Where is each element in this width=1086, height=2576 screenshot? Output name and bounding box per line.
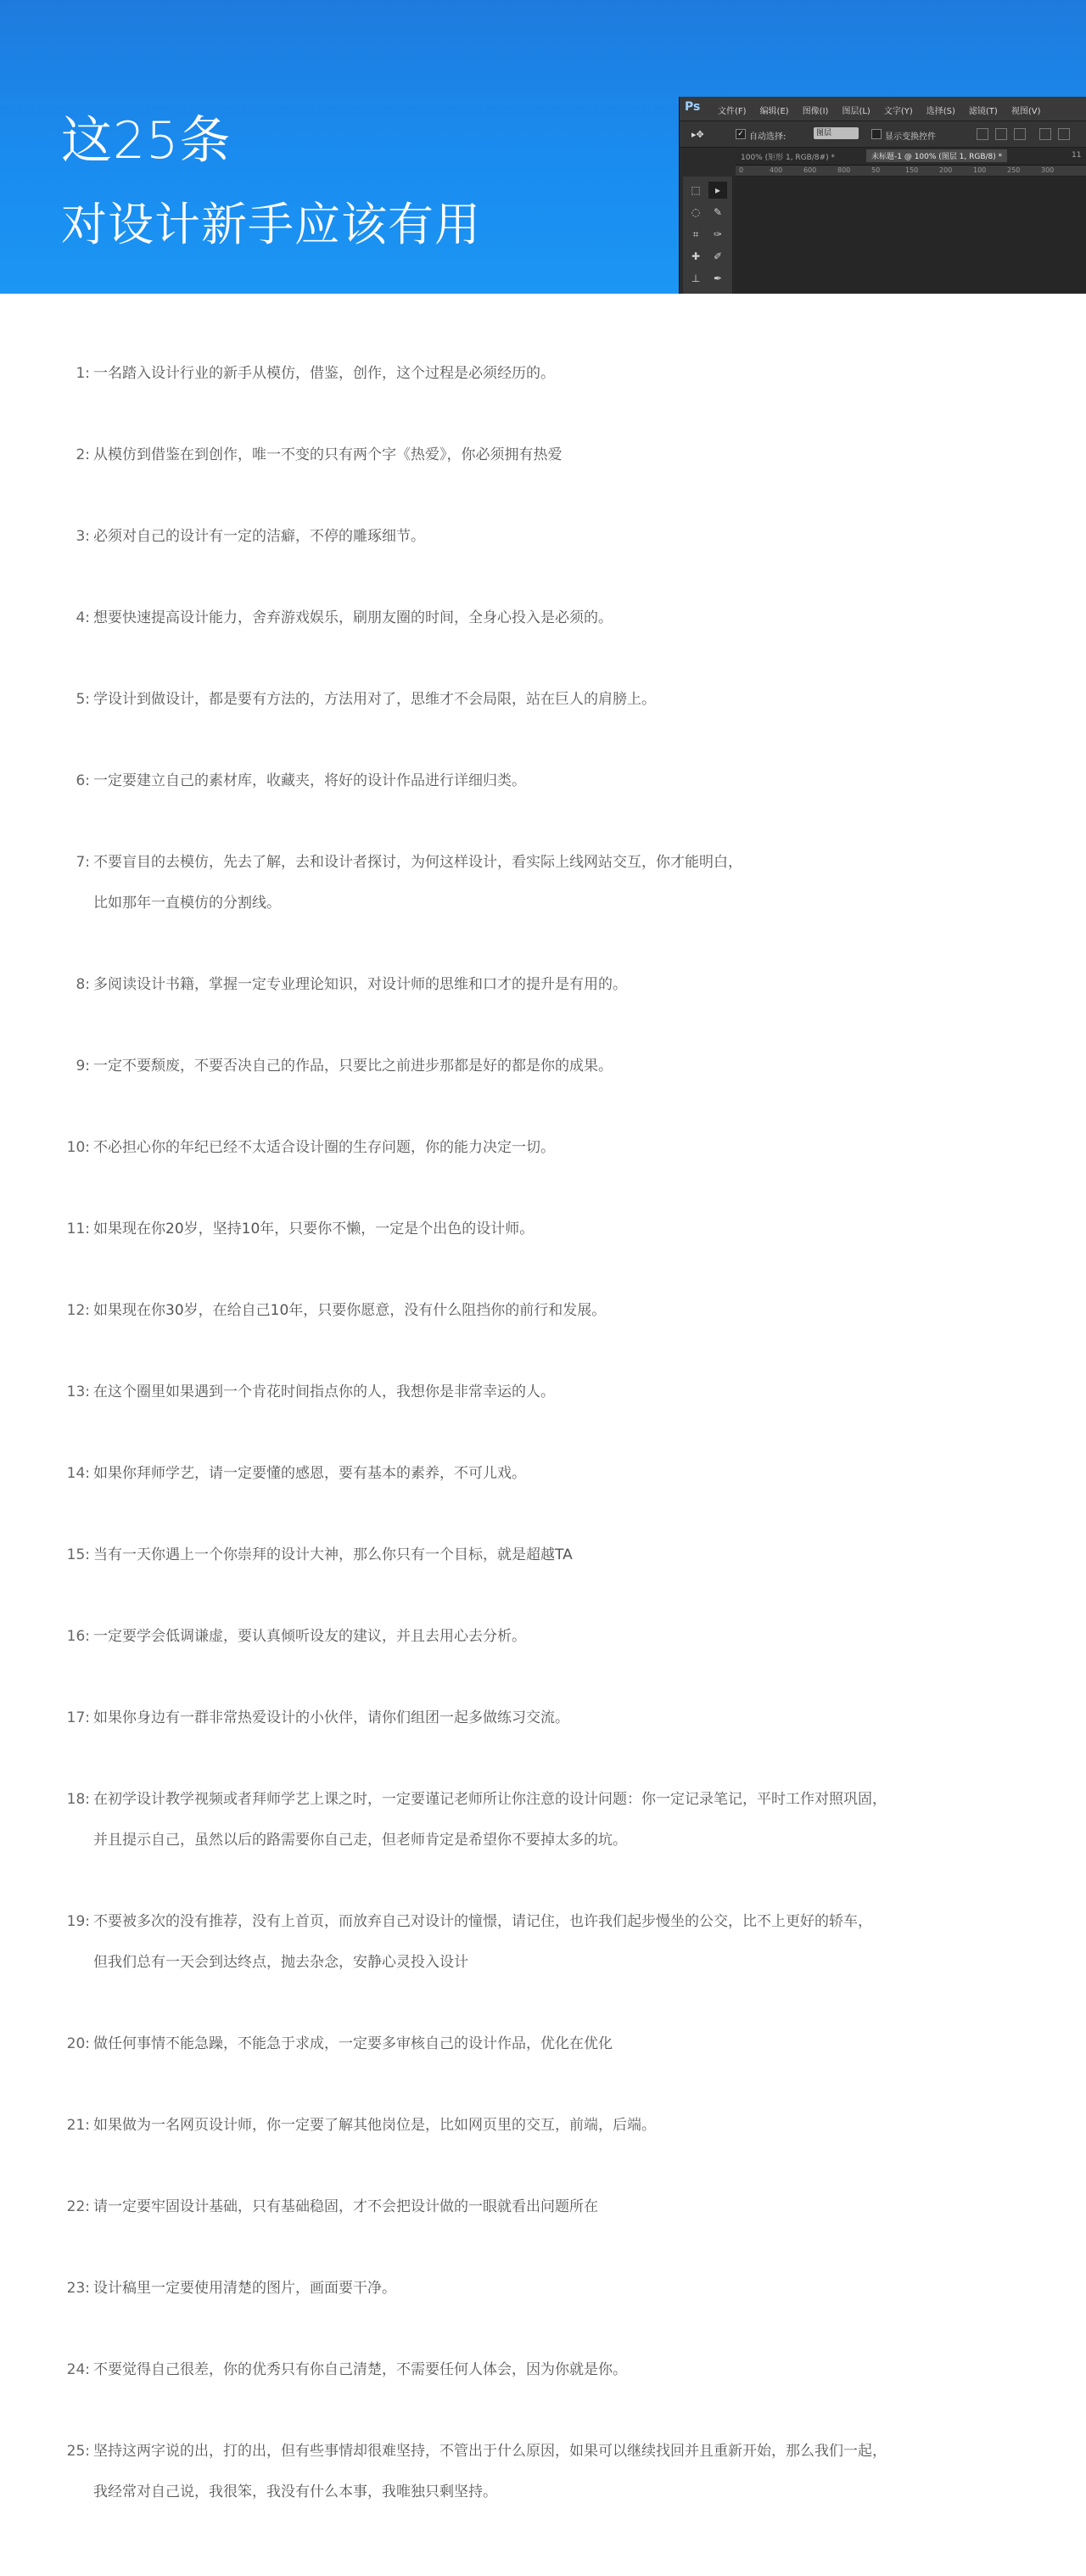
item-number: 14: (66, 1465, 90, 1482)
item-text-continued: 我经常对自己说，我很笨，我没有什么本事，我唯独只剩坚持。 (93, 2483, 497, 2500)
ruler-tick: 400 (770, 166, 783, 174)
item-number: 17: (66, 1709, 90, 1726)
list-item (51, 852, 1035, 913)
ruler-tick: 250 (1007, 166, 1021, 174)
item-number: 20: (66, 2035, 90, 2052)
item-text: 在这个圈里如果遇到一个肯花时间指点你的人，我想你是非常幸运的人。 (93, 1383, 555, 1400)
ps-menu-image[interactable]: 图像(I) (802, 107, 829, 116)
item-text: 如果现在你30岁，在给自己10年，只要你愿意，没有什么阻挡你的前行和发展。 (93, 1302, 607, 1319)
item-text: 一名踏入设计行业的新手从模仿，借鉴，创作，这个过程是必须经历的。 (93, 365, 555, 382)
ps-document-tabs (736, 148, 1086, 166)
item-text: 不必担心你的年纪已经不太适合设计圈的生存问题，你的能力决定一切。 (93, 1139, 555, 1156)
item-text: 一定要建立自己的素材库，收藏夹，将好的设计作品进行详细归类。 (93, 772, 526, 789)
align-bottom-icon[interactable] (1014, 128, 1026, 140)
item-text: 多阅读设计书籍，掌握一定专业理论知识，对设计师的思维和口才的提升是有用的。 (93, 976, 627, 993)
item-text: 如果你拜师学艺，请一定要懂的感恩，要有基本的素养，不可儿戏。 (93, 1465, 526, 1482)
healing-tool-icon[interactable]: ✚ (691, 250, 701, 262)
ps-menu-layer[interactable]: 图层(L) (842, 107, 870, 116)
list-item (51, 2278, 1035, 2298)
item-text-continued: 比如那年一直模仿的分割线。 (93, 895, 281, 912)
item-number: 24: (66, 2361, 90, 2378)
ps-options-bar (680, 121, 1086, 148)
list-item (51, 608, 1035, 628)
item-text: 不要盲目的去模仿，先去了解，去和设计者探讨，为何这样设计，看实际上线网站交互，你才能明白， (93, 854, 742, 871)
item-number: 21: (66, 2117, 90, 2134)
list-item (51, 974, 1035, 995)
item-number: 19: (66, 1913, 90, 1930)
item-text: 从模仿到借鉴在到创作，唯一不变的只有两个字《热爱》，你必须拥有热爱 (93, 446, 563, 463)
eyedropper-tool-icon[interactable]: ✑ (713, 228, 723, 240)
item-number: 2: (76, 446, 90, 463)
history-brush-tool-icon[interactable]: ✒ (713, 272, 723, 284)
auto-select-dropdown[interactable]: 图层 (814, 127, 859, 139)
list-item (51, 2360, 1035, 2380)
ps-menu-type[interactable]: 文字(Y) (883, 107, 913, 116)
item-number: 1: (76, 365, 90, 382)
item-text: 做任何事情不能急躁，不能急于求成，一定要多审核自己的设计作品，优化在优化 (93, 2035, 613, 2052)
ps-menu-select[interactable]: 选择(S) (926, 107, 955, 116)
item-number: 23: (66, 2280, 90, 2297)
ps-menu-edit[interactable]: 编辑(E) (759, 107, 789, 116)
ps-logo: Ps (685, 100, 701, 114)
ps-ruler (736, 166, 1086, 177)
item-text: 当有一天你遇上一个你崇拜的设计大神，那么你只有一个目标，就是超越TA (93, 1546, 573, 1563)
stamp-tool-icon[interactable]: ⊥ (691, 272, 701, 284)
ps-menu-view[interactable]: 视图(V) (1010, 107, 1041, 116)
banner-title: 这25条 (61, 111, 232, 171)
list-item (51, 1137, 1035, 1158)
list-item (51, 1708, 1035, 1728)
ruler-tick: 0 (739, 166, 744, 174)
item-number: 9: (76, 1058, 90, 1075)
item-text: 如果你身边有一群非常热爱设计的小伙伴，请你们组团一起多做练习交流。 (93, 1709, 569, 1726)
ps-menu-file[interactable]: 文件(F) (718, 107, 747, 116)
ruler-tick: 150 (905, 166, 919, 174)
ruler-tick: 800 (837, 166, 851, 174)
item-number: 22: (66, 2198, 90, 2215)
item-number: 10: (66, 1139, 90, 1156)
ps-menu-list (718, 104, 1040, 116)
marquee-tool-icon[interactable]: ⬚ (691, 184, 701, 196)
align-middle-icon[interactable] (995, 128, 1007, 140)
list-item (51, 526, 1035, 547)
list-item (51, 1789, 1035, 1850)
list-item (51, 1463, 1035, 1484)
item-number: 18: (66, 1791, 90, 1808)
ruler-tick: 300 (1041, 166, 1055, 174)
ruler-tick: 200 (939, 166, 953, 174)
show-transform-checkbox[interactable] (871, 129, 882, 139)
auto-select-label: 自动选择: (749, 132, 787, 142)
item-number: 15: (66, 1546, 90, 1563)
ps-tab-doc3[interactable]: 11 (1072, 151, 1082, 160)
list-item (51, 2197, 1035, 2217)
item-number: 3: (76, 528, 90, 545)
item-text: 学设计到做设计，都是要有方法的，方法用对了，思维才不会局限，站在巨人的肩膀上。 (93, 691, 656, 708)
ps-toolbox (683, 177, 733, 294)
ps-canvas (734, 177, 1086, 294)
list-item (51, 689, 1035, 710)
ps-tab-doc2[interactable]: 未标题-1 @ 100% (图层 1, RGB/8) * (866, 149, 1007, 162)
item-text: 必须对自己的设计有一定的洁癖，不停的雕琢细节。 (93, 528, 425, 545)
item-text: 在初学设计教学视频或者拜师学艺上课之时，一定要谨记老师所让你注意的设计问题：你一定记录笔记，平时工作对照巩固， (93, 1791, 887, 1808)
list-item (51, 1300, 1035, 1321)
item-number: 8: (76, 976, 90, 993)
item-text: 一定要学会低调谦虚，要认真倾听设友的建议，并且去用心去分析。 (93, 1628, 526, 1645)
ruler-tick: 600 (803, 166, 817, 174)
banner-subtitle: 对设计新手应该有用 (61, 198, 481, 251)
list-item (51, 2034, 1035, 2054)
quick-select-tool-icon[interactable]: ✎ (713, 206, 723, 218)
item-number: 16: (66, 1628, 90, 1645)
item-number: 7: (76, 854, 90, 871)
item-text: 请一定要牢固设计基础，只有基础稳固，才不会把设计做的一眼就看出问题所在 (93, 2198, 598, 2215)
item-number: 11: (66, 1221, 90, 1237)
ps-tab-doc1[interactable]: 100% (矩形 1, RGB/8#) * (741, 154, 835, 162)
item-text: 如果做为一名网页设计师，你一定要了解其他岗位是，比如网页里的交互，前端，后端。 (93, 2117, 656, 2134)
align-top-icon[interactable] (977, 128, 988, 140)
brush-tool-icon[interactable]: ✐ (713, 250, 723, 262)
ps-menu-bar (680, 97, 1086, 121)
show-transform-label: 显示变换控件 (885, 132, 936, 142)
list-item (51, 1545, 1035, 1565)
item-text-continued: 并且提示自己，虽然以后的路需要你自己走，但老师肯定是希望你不要掉太多的坑。 (93, 1832, 627, 1849)
item-number: 25: (66, 2443, 90, 2460)
lasso-tool-icon[interactable]: ◌ (691, 206, 701, 218)
item-text: 一定不要颓废，不要否决自己的作品，只要比之前进步那都是好的都是你的成果。 (93, 1058, 613, 1075)
item-text: 坚持这两字说的出，打的出，但有些事情却很难坚持，不管出于什么原因，如果可以继续找回并且重新开始，那么我们一起， (93, 2443, 887, 2460)
item-text: 如果现在你20岁，坚持10年，只要你不懒，一定是个出色的设计师。 (93, 1221, 535, 1237)
item-text: 不要觉得自己很差，你的优秀只有你自己清楚，不需要任何人体会，因为你就是你。 (93, 2361, 627, 2378)
crop-tool-icon[interactable]: ⌗ (692, 228, 699, 240)
ruler-tick: 50 (871, 166, 881, 174)
align-center-icon[interactable] (1058, 128, 1070, 140)
item-number: 4: (76, 609, 90, 626)
list-item (51, 1911, 1035, 1973)
item-number: 5: (76, 691, 90, 708)
item-text: 设计稿里一定要使用清楚的图片，画面要干净。 (93, 2280, 396, 2297)
ruler-tick: 100 (973, 166, 987, 174)
list-item (51, 1382, 1035, 1402)
item-text-continued: 但我们总有一天会到达终点，抛去杂念，安静心灵投入设计 (93, 1954, 468, 1971)
ps-menu-filter[interactable]: 滤镜(T) (968, 107, 998, 116)
item-number: 12: (66, 1302, 90, 1319)
list-item (51, 2441, 1035, 2502)
list-item (51, 2115, 1035, 2135)
item-number: 13: (66, 1383, 90, 1400)
list-item (51, 445, 1035, 465)
move-tool-icon[interactable]: ▸ (708, 182, 727, 199)
list-item (51, 1626, 1035, 1647)
item-text: 不要被多次的没有推荐，没有上首页，而放弃自己对设计的憧憬，请记住，也许我们起步慢坐的公交，比不上更好的轿车， (93, 1913, 872, 1930)
auto-select-checkbox[interactable]: ✓ (736, 129, 746, 139)
align-left-icon[interactable] (1039, 128, 1051, 140)
list-item (51, 1219, 1035, 1239)
item-number: 6: (76, 772, 90, 789)
header-banner (0, 0, 1086, 294)
photoshop-screenshot (679, 97, 1086, 294)
list-item (51, 1056, 1035, 1076)
list-item (51, 771, 1035, 791)
list-item (51, 363, 1035, 384)
item-text: 想要快速提高设计能力，舍弃游戏娱乐，刷朋友圈的时间，全身心投入是必须的。 (93, 609, 613, 626)
move-tool-icon[interactable]: ▸✥ (691, 129, 704, 140)
